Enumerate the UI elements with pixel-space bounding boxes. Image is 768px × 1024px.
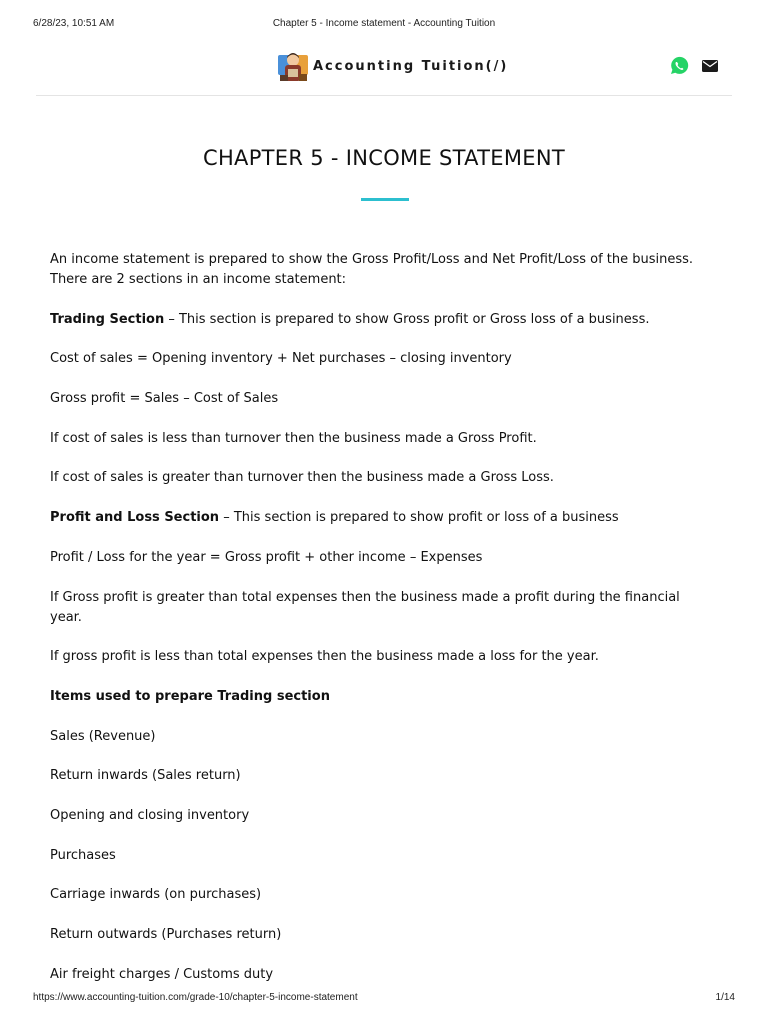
list-item: Carriage inwards (on purchases) — [50, 887, 262, 903]
page-title: CHAPTER 5 - INCOME STATEMENT — [203, 146, 565, 170]
brand-text: Accounting Tuition(/) — [313, 58, 509, 74]
whatsapp-icon[interactable] — [668, 55, 690, 77]
title-underline — [361, 198, 409, 201]
print-footer — [0, 992, 768, 1006]
items-heading-text: Items used to prepare Trading section — [50, 688, 330, 704]
list-item: Opening and closing inventory — [50, 807, 250, 823]
list-item: Sales (Revenue) — [50, 728, 156, 744]
list-item: Return outwards (Purchases return) — [50, 927, 282, 942]
gross-loss-rule: If cost of sales is greater than turnover then the business made a Gross Loss. — [50, 470, 554, 486]
gross-profit-rule: If cost of sales is less than turnover then the business made a Gross Profit. — [50, 430, 537, 446]
trading-section-paragraph — [50, 310, 710, 330]
intro-paragraph: An income statement is prepared to show the Gross Profit/Loss and Net Profit/Loss of the business. There are 2 sections in an income statement: — [50, 252, 694, 287]
print-doc-title: Chapter 5 - Income statement - Accounting Tuition — [272, 18, 496, 29]
trading-section-label: Trading Section — [50, 311, 165, 327]
list-item: Air freight charges / Customs duty — [50, 966, 274, 982]
print-datetime: 6/28/23, 10:51 AM — [33, 18, 115, 29]
page-number: 1/14 — [715, 992, 735, 1003]
profit-loss-section-paragraph — [50, 508, 710, 528]
list-item: Purchases — [50, 847, 116, 863]
loss-rule: If gross profit is less than total expenses then the business made a loss for the year. — [50, 649, 599, 665]
print-header — [0, 18, 768, 32]
print-url: https://www.accounting-tuition.com/grade-10/chapter-5-income-statement — [33, 992, 358, 1003]
profit-rule: If Gross profit is greater than total expenses then the business made a profit during the financial year. — [50, 589, 680, 625]
profit-loss-section-desc: – This section is prepared to show profit or loss of a business — [219, 510, 619, 526]
article-body — [50, 250, 710, 1004]
logo-image — [277, 49, 309, 83]
site-header — [36, 48, 732, 96]
profit-loss-section-label: Profit and Loss Section — [50, 510, 220, 526]
trading-section-desc: – This section is prepared to show Gross profit or Gross loss of a business. — [164, 311, 650, 327]
items-heading — [50, 687, 710, 707]
list-item: Return inwards (Sales return) — [50, 768, 241, 784]
mail-icon[interactable] — [699, 55, 721, 77]
brand-link[interactable] — [277, 48, 508, 84]
cost-of-sales-formula: Cost of sales = Opening inventory + Net purchases – closing inventory — [50, 351, 512, 367]
profit-loss-formula: Profit / Loss for the year = Gross profit + other income – Expenses — [50, 549, 483, 565]
gross-profit-formula: Gross profit = Sales – Cost of Sales — [50, 391, 279, 407]
